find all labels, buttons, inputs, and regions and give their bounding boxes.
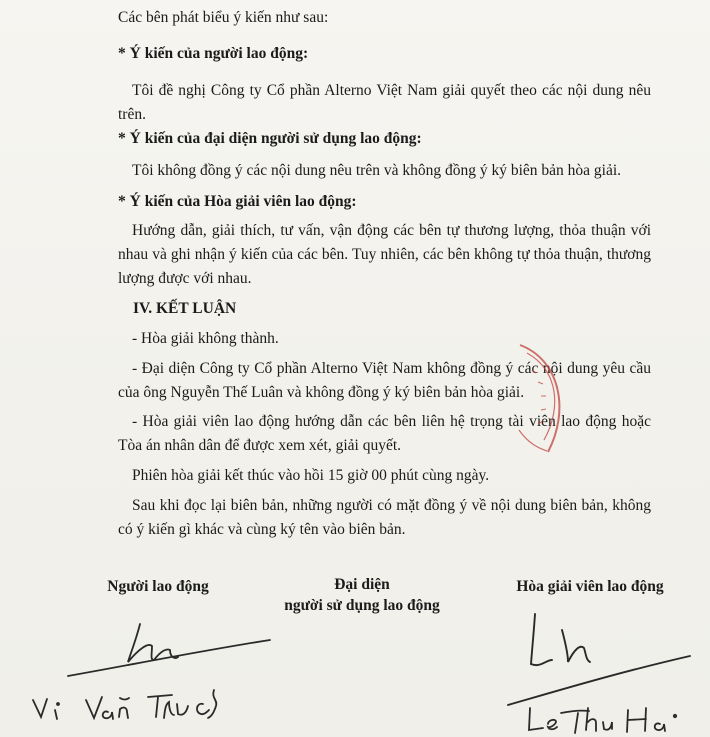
closing-paragraph: Sau khi đọc lại biên bản, những người có mặt đồng ý về nội dung biên bản, không có ý kiến gì khác và cùng ký tên vào biên bản. <box>118 497 651 538</box>
mediator-opinion-text: Hướng dẫn, giải thích, tư vấn, vận động các bên tự thương lượng, thỏa thuận với nhau và ghi nhận ý kiến của các bên. Tuy nhiên, các bên không tự thỏa thuận, thương lượng được với nhau. <box>118 222 651 287</box>
worker-opinion-text: Tôi đề nghị Công ty Cổ phần Alterno Việt Nam giải quyết theo các nội dung nêu trên. <box>118 82 651 123</box>
mediator-handwritten-name <box>529 708 676 733</box>
mediator-opinion-heading: * Ý kiến của Hòa giải viên lao động: <box>118 193 357 210</box>
red-seal-stamp <box>519 345 559 452</box>
conclusion-item-3: - Hòa giải viên lao động hướng dẫn các bên liên hệ trọng tài viên lao động hoặc Tòa án nhân dân để được xem xét, giải quyết. <box>118 413 651 454</box>
employer-signature-label-line1: Đại diện <box>334 576 390 593</box>
employer-signature-label-line2: người sử dụng lao động <box>284 597 440 614</box>
employer-opinion-heading: * Ý kiến của đại diện người sử dụng lao động: <box>118 130 422 147</box>
conclusion-item-2: - Đại diện Công ty Cổ phần Alterno Việt Nam không đồng ý các nội dung yêu cầu của ông Nguyễn Thế Luân và không đồng ý ký biên bản hòa giải. <box>118 360 651 401</box>
worker-signature-label: Người lao động <box>107 578 209 595</box>
end-time-line: Phiên hòa giải kết thúc vào hồi 15 giờ 00 phút cùng ngày. <box>132 467 490 484</box>
employer-opinion-text: Tôi không đồng ý các nội dung nêu trên và không đồng ý ký biên bản hòa giải. <box>132 162 622 179</box>
intro-line: Các bên phát biểu ý kiến như sau: <box>118 9 329 26</box>
conclusion-item-1: - Hòa giải không thành. <box>132 330 279 347</box>
worker-opinion-heading: * Ý kiến của người lao động: <box>118 45 309 62</box>
mediator-signature-label: Hòa giải viên lao động <box>516 578 664 595</box>
worker-signature <box>68 624 270 676</box>
conclusion-heading: IV. KẾT LUẬN <box>133 300 237 317</box>
mediator-signature <box>508 614 690 705</box>
worker-handwritten-name <box>33 690 216 719</box>
